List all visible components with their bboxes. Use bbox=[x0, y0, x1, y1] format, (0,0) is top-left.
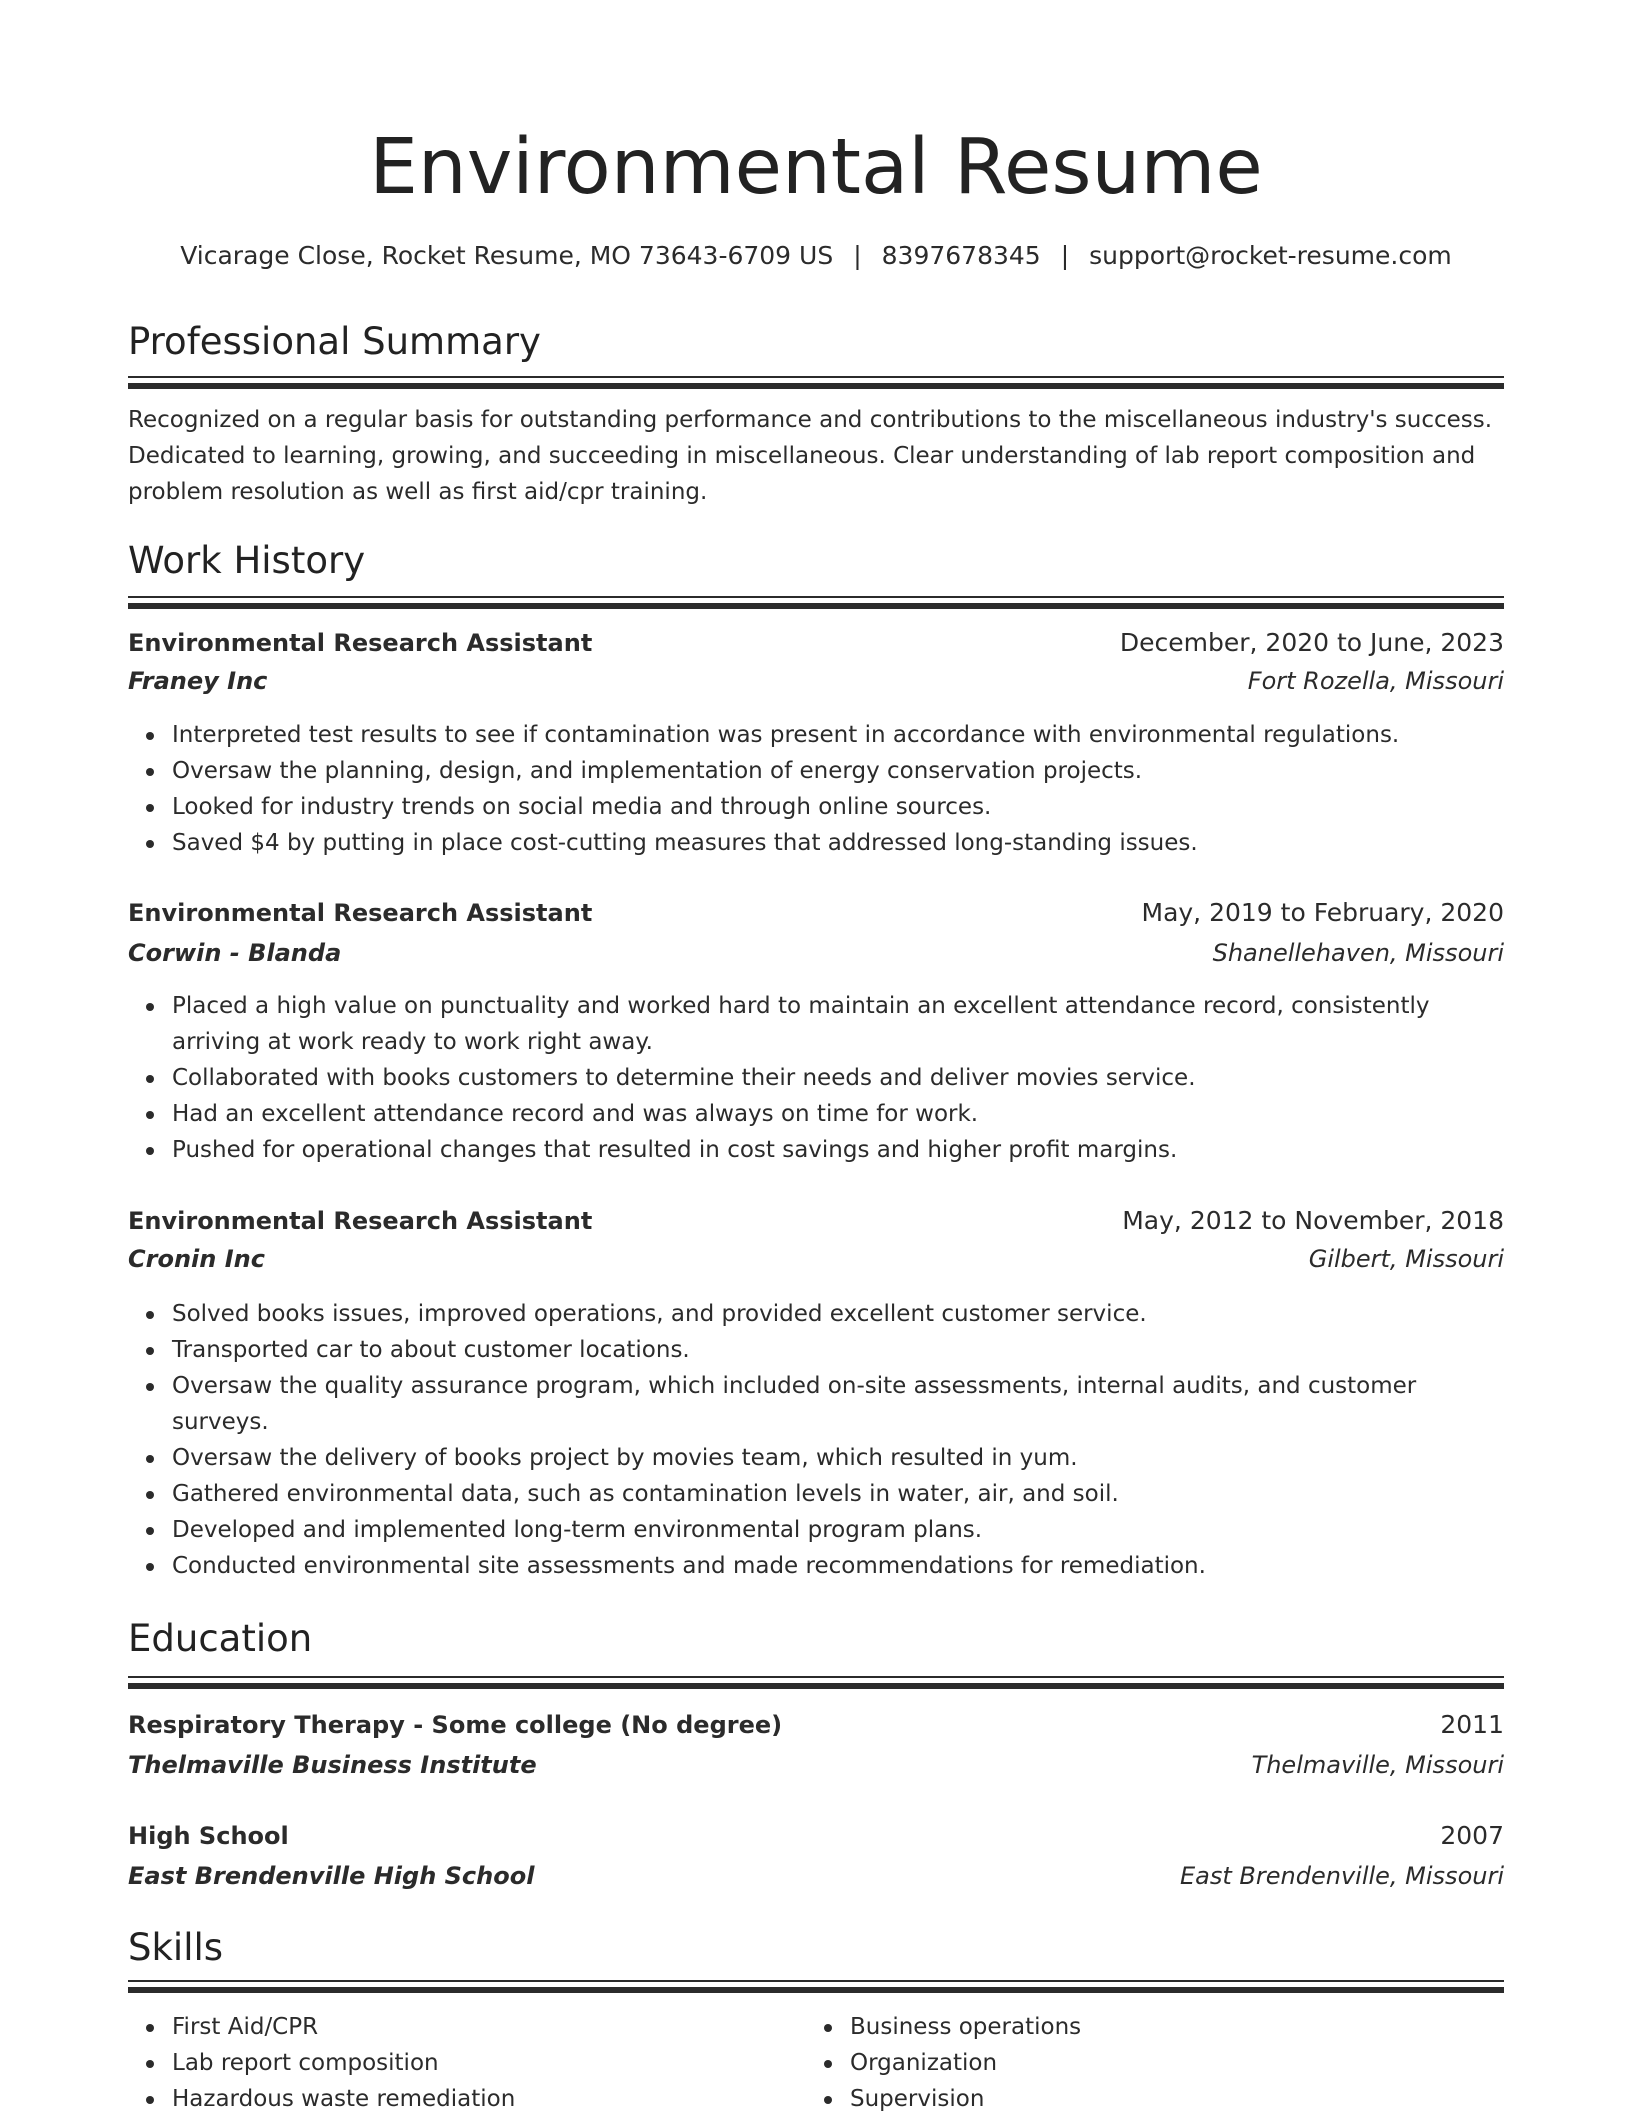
education-year: 2011 bbox=[1440, 1710, 1504, 1739]
list-item: Collaborated with books customers to determine their needs and deliver movies service. bbox=[172, 1060, 1504, 1096]
job-location: Gilbert, Missouri bbox=[1308, 1245, 1504, 1273]
job-bullets bbox=[128, 988, 1504, 1168]
education-degree: Respiratory Therapy - Some college (No degree) bbox=[128, 1711, 783, 1739]
job-dates: May, 2019 to February, 2020 bbox=[1141, 898, 1504, 927]
list-item: Transported car to about customer locations. bbox=[172, 1332, 1504, 1368]
list-item: First Aid/CPR bbox=[172, 2009, 768, 2045]
list-item: Developed and implemented long-term environmental program plans. bbox=[172, 1512, 1504, 1548]
section-heading-summary: Professional Summary bbox=[128, 320, 541, 363]
education-degree: High School bbox=[128, 1822, 289, 1850]
list-item: Organization bbox=[850, 2045, 1446, 2081]
education-year: 2007 bbox=[1440, 1821, 1504, 1850]
job-title: Environmental Research Assistant bbox=[128, 899, 593, 927]
resume-title: Environmental Resume bbox=[369, 123, 1263, 212]
education-header bbox=[128, 1707, 1504, 1743]
list-item: Hazardous waste remediation bbox=[172, 2081, 768, 2117]
job-company: Franey Inc bbox=[128, 667, 268, 695]
section-divider bbox=[128, 376, 1504, 389]
education-location: Thelmaville, Missouri bbox=[1251, 1751, 1504, 1779]
list-item: Had an excellent attendance record and was always on time for work. bbox=[172, 1096, 1504, 1132]
list-item: Oversaw the delivery of books project by movies team, which resulted in yum. bbox=[172, 1440, 1504, 1476]
job-location: Fort Rozella, Missouri bbox=[1247, 667, 1504, 695]
education-location: East Brendenville, Missouri bbox=[1180, 1862, 1504, 1890]
list-item: Oversaw the planning, design, and implementation of energy conservation projects. bbox=[172, 753, 1504, 789]
job-subheader bbox=[128, 1241, 1504, 1277]
section-divider bbox=[128, 1676, 1504, 1689]
skills-column-left bbox=[128, 2009, 768, 2117]
job-location: Shanellehaven, Missouri bbox=[1212, 939, 1504, 967]
job-subheader bbox=[128, 935, 1504, 971]
list-item: Business operations bbox=[850, 2009, 1446, 2045]
list-item: Interpreted test results to see if contamination was present in accordance with environmental regulations. bbox=[172, 717, 1504, 753]
list-item: Oversaw the quality assurance program, which included on-site assessments, internal audits, and customer surveys. bbox=[172, 1368, 1504, 1440]
summary-text: Recognized on a regular basis for outstanding performance and contributions to the miscellaneous industry's success. Dedicated to learning, growing, and succeeding in miscellaneous. Clear understanding of lab report composition and problem resolution as well as first aid/cpr training. bbox=[128, 407, 1493, 505]
job-header bbox=[128, 625, 1504, 661]
job-bullets bbox=[128, 717, 1504, 861]
contact-address: Vicarage Close, Rocket Resume, MO 73643-6709 US bbox=[180, 241, 834, 270]
list-item: Solved books issues, improved operations, and provided excellent customer service. bbox=[172, 1296, 1504, 1332]
job-company: Corwin - Blanda bbox=[128, 939, 342, 967]
job-dates: December, 2020 to June, 2023 bbox=[1119, 628, 1504, 657]
section-heading-work: Work History bbox=[128, 539, 366, 582]
section-divider bbox=[128, 1980, 1504, 1993]
job-company: Cronin Inc bbox=[128, 1245, 265, 1273]
section-divider bbox=[128, 596, 1504, 609]
job-bullets bbox=[128, 1296, 1504, 1584]
list-item: Supervision bbox=[850, 2081, 1446, 2117]
job-dates: May, 2012 to November, 2018 bbox=[1122, 1206, 1504, 1235]
list-item: Pushed for operational changes that resulted in cost savings and higher profit margins. bbox=[172, 1132, 1504, 1168]
job-header bbox=[128, 1203, 1504, 1239]
education-school: East Brendenville High School bbox=[128, 1862, 535, 1890]
section-heading-education: Education bbox=[128, 1617, 313, 1660]
contact-separator: | bbox=[1060, 241, 1070, 270]
skills-column-right bbox=[806, 2009, 1446, 2117]
list-item: Lab report composition bbox=[172, 2045, 768, 2081]
job-subheader bbox=[128, 663, 1504, 699]
contact-email: support@rocket-resume.com bbox=[1089, 241, 1452, 270]
contact-line bbox=[128, 238, 1504, 274]
list-item: Conducted environmental site assessments and made recommendations for remediation. bbox=[172, 1548, 1504, 1584]
contact-separator: | bbox=[853, 241, 862, 270]
contact-phone: 8397678345 bbox=[881, 241, 1041, 270]
section-heading-skills: Skills bbox=[128, 1926, 224, 1969]
list-item: Looked for industry trends on social media and through online sources. bbox=[172, 789, 1504, 825]
job-title: Environmental Research Assistant bbox=[128, 1207, 593, 1235]
education-school: Thelmaville Business Institute bbox=[128, 1751, 537, 1779]
job-title: Environmental Research Assistant bbox=[128, 629, 593, 657]
job-header bbox=[128, 895, 1504, 931]
list-item: Placed a high value on punctuality and worked hard to maintain an excellent attendance record, consistently arriving at work ready to work right away. bbox=[172, 988, 1504, 1060]
education-subheader bbox=[128, 1747, 1504, 1783]
list-item: Saved $4 by putting in place cost-cutting measures that addressed long-standing issues. bbox=[172, 825, 1504, 861]
list-item: Gathered environmental data, such as contamination levels in water, air, and soil. bbox=[172, 1476, 1504, 1512]
education-subheader bbox=[128, 1858, 1504, 1894]
education-header bbox=[128, 1818, 1504, 1854]
